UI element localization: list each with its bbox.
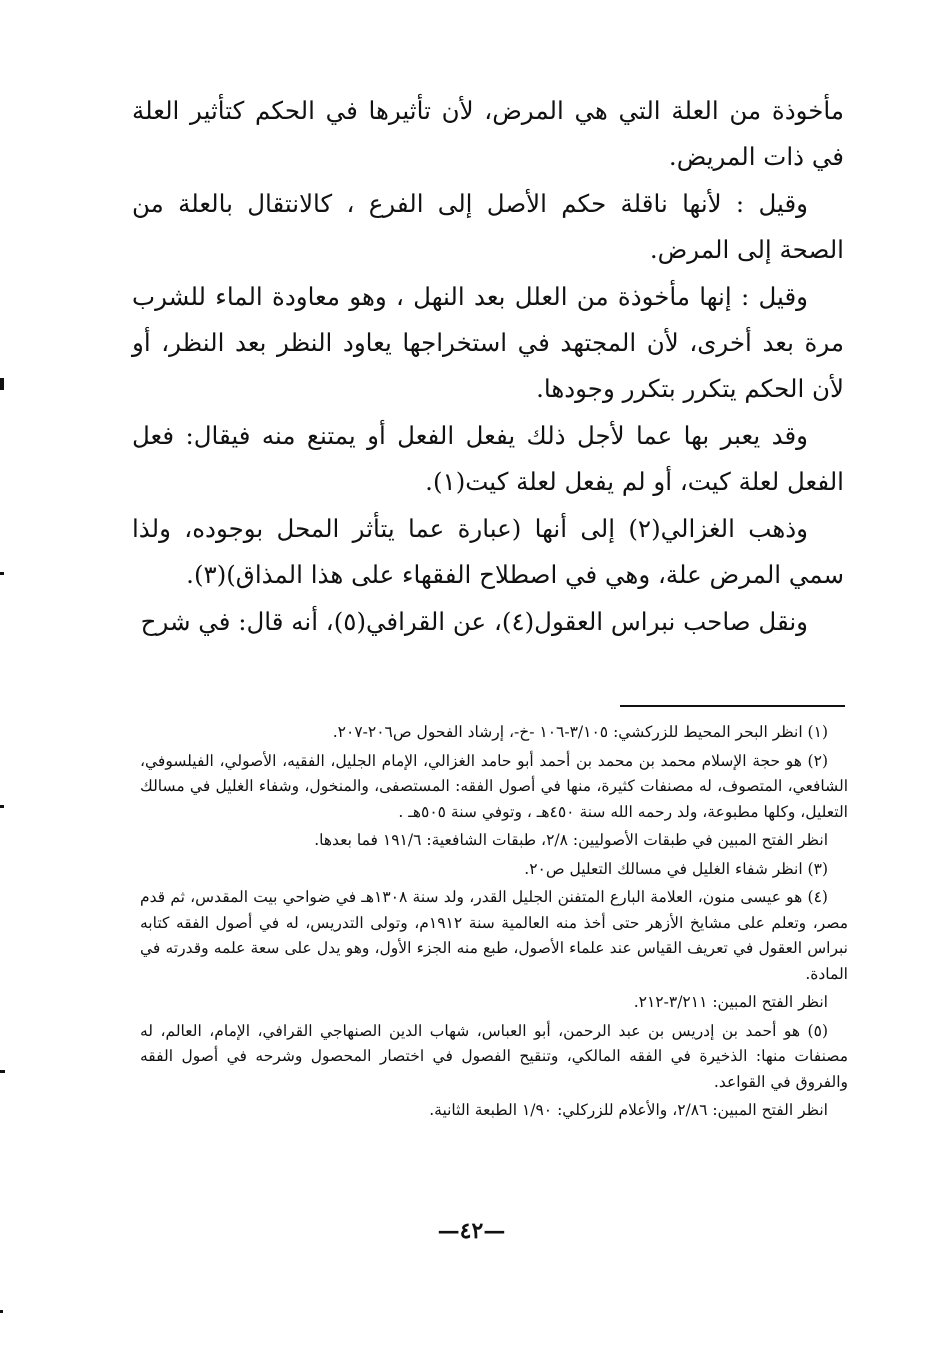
footnote: (٢) هو حجة الإسلام محمد بن محمد بن أحمد أبو حامد الغزالي، الإمام الجليل، الفقيه، الأصولي، الفيلسوفي، الشافعي، المتصوف، له مصنفات كثيرة، منها في أصول الفقه: المستصفى، والمنخول، وشفاء الغليل في مسالك التعليل، وكلها مطبوعة، ولد رحمه الله سنة ٤٥٠هـ ، وتوفي سنة ٥٠٥هـ . <box>140 751 848 821</box>
paragraph: وذهب الغزالي(٢) إلى أنها (عبارة عما يتأثر المحل بوجوده، ولذا سمي المرض علة، وهي في اصطلاح الفقهاء على هذا المذاق)(٣). <box>132 514 844 589</box>
scan-mark <box>0 1310 3 1313</box>
footnote: (٥) هو أحمد بن إدريس بن عبد الرحمن، أبو العباس، شهاب الدين الصنهاجي القرافي، الإمام، العالم، له مصنفات منها: الذخيرة في الفقه المالكي، وتنقيح الفصول في اختصار المحصول وشرحه في أصول الفقه والفروق في القواعد. <box>140 1021 848 1091</box>
paragraph: مأخوذة من العلة التي هي المرض، لأن تأثيرها في الحكم كتأثير العلة في ذات المريض. <box>132 96 844 171</box>
footnote: (١) انظر البحر المحيط للزركشي: ٣/١٠٥-١٠٦ -خ-، إرشاد الفحول ص٢٠٦-٢٠٧. <box>332 723 828 741</box>
footnote-reference: انظر الفتح المبين في طبقات الأصوليين: ٢/٨، طبقات الشافعية: ١٩١/٦ فما بعدها. <box>314 831 828 849</box>
footnote-separator <box>620 705 845 707</box>
footnotes <box>140 720 848 1127</box>
footnote-reference: انظر الفتح المبين: ٢/٨٦، والأعلام للزركلي: ١/٩٠ الطبعة الثانية. <box>429 1101 828 1119</box>
scan-mark <box>0 378 4 390</box>
paragraph: ونقل صاحب نبراس العقول(٤)، عن القرافي(٥)، أنه قال: في شرح <box>140 607 808 636</box>
scan-mark <box>0 805 4 808</box>
footnote: (٣) انظر شفاء الغليل في مسالك التعليل ص٢٠. <box>524 859 828 878</box>
main-text <box>132 88 844 646</box>
footnote: (٤) هو عيسى منون، العلامة البارع المتفنن الجليل القدر، ولد سنة ١٣٠٨هـ في ضواحي بيت المقدس، ثم قدم مصر، وتعلم على مشايخ الأزهر حتى أخذ منه العالمية سنة ١٩١٢م، وتولى التدريس، له في أصول الفقه كتابه نبراس العقول في تعريف القياس عند علماء الأصول، طبع منه الجزء الأول، وهو يدل على سعة علمه وقدرته في المادة. <box>140 888 848 983</box>
paragraph: وقيل : إنها مأخوذة من العلل بعد النهل ، وهو معاودة الماء للشرب مرة بعد أخرى، لأن المجتهد في استخراجها يعاود النظر بعد النظر، أو لأن الحكم يتكرر بتكرر وجودها. <box>132 282 844 403</box>
scan-mark <box>0 1070 5 1073</box>
footnote-reference: انظر الفتح المبين: ٣/٢١١-٢١٢. <box>633 993 828 1011</box>
page-number: —٤٢— <box>437 1218 506 1244</box>
paragraph: وقد يعبر بها عما لأجل ذلك يفعل الفعل أو يمتنع منه فيقال: فعل الفعل لعلة كيت، أو لم يفعل لعلة كيت(١). <box>132 421 844 496</box>
scan-mark <box>0 572 4 575</box>
paragraph: وقيل : لأنها ناقلة حكم الأصل إلى الفرع ، كالانتقال بالعلة من الصحة إلى المرض. <box>132 189 844 264</box>
